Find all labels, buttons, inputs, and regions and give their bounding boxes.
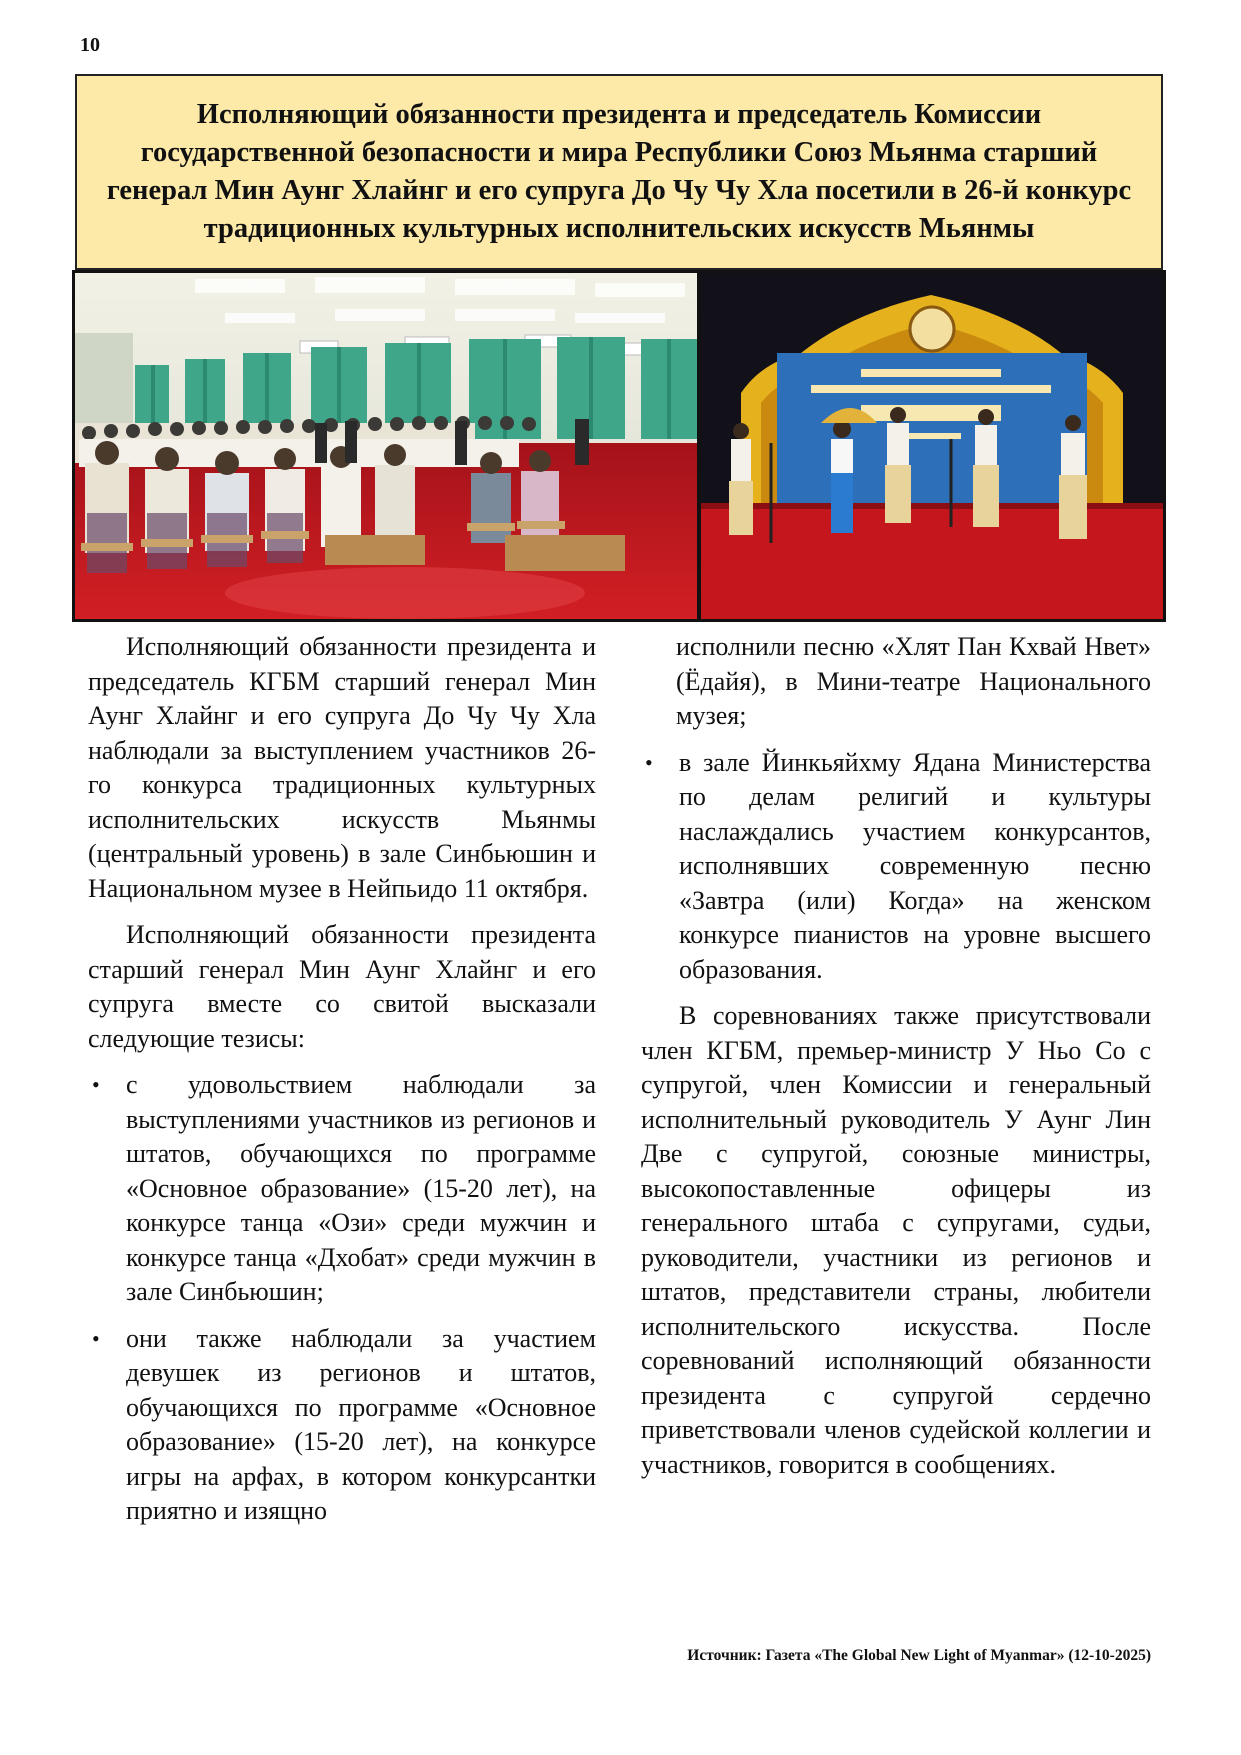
- article-paragraph: Исполняющий обязанности президента старший генерал Мин Аунг Хлайнг и его супруга вместе со свитой высказали следующие тезисы:: [88, 920, 596, 1053]
- list-item-text: с удовольствием наблюдали за выступлениями участников из регионов и штатов, обучающихся по программе «Основное образование» (15-20 лет), на конкурсе танца «Ози» среди мужчин и конкурсе танца «Дхобат» среди мужчин в зале Синбьюшин;: [126, 1070, 596, 1306]
- source-credit: Источник: Газета «The Global New Light of Myanmar» (12-10-2025): [687, 1647, 1151, 1664]
- photo-strip: [72, 270, 1166, 622]
- audience-hall-illustration: [75, 273, 697, 619]
- list-item-text: в зале Йинкьяйхму Ядана Министерства по делам религий и культуры наслаждались участием конкурсантов, исполнявших современную песню «Завтра (или) Когда» на женском конкурсе пианистов на уровне высшего образования.: [679, 747, 1151, 984]
- list-item-text: они также наблюдали за участием девушек из регионов и штатов, обучающихся по программе «Основное образование» (15-20 лет), на конкурсе игры на арфах, в котором конкурсантки приятно и изящно: [126, 1323, 596, 1525]
- article-paragraph: Исполняющий обязанности президента и председатель КГБМ старший генерал Мин Аунг Хлайнг и его супруга До Чу Чу Хла наблюдали за выступлением участников 26-го конкурса традиционных культурных исполнительских искусств Мьянмы (центральный уровень) в зале Синбьюшин и Национальном музее в Нейпьидо 11 октября.: [88, 632, 596, 903]
- list-item: [641, 746, 1151, 988]
- list-item: [88, 1068, 596, 1310]
- article-paragraph: В соревнованиях также присутствовали член КГБМ, премьер-министр У Ньо Со с супругой, член Комиссии и генеральный исполнительный руководитель У Аунг Лин Две с супругой, союзные министры, высокопоставленные офицеры из генерального штаба с супругами, судьи, руководители, участники из регионов и штатов, представители страны, любители исполнительского искусства. После соревнований исполняющий обязанности президента с супругой сердечно приветствовали членов судейской коллегии и участников, говорится в сообщениях.: [641, 1001, 1151, 1479]
- stage-performance-illustration: [701, 273, 1163, 619]
- bullet-icon: •: [92, 1325, 100, 1351]
- page-number: 10: [80, 34, 100, 56]
- theses-list-continued: [641, 746, 1151, 988]
- article-right-column: [641, 630, 1151, 1494]
- list-item: [88, 1322, 596, 1529]
- headline: Исполняющий обязанности президента и председатель Комиссии государственной безопасности и мира Республики Союз Мьянма старший генерал Мин Аунг Хлайнг и его супруга До Чу Чу Хла посетили в 26-й конкурс традиционных культурных исполнительских искусств Мьянмы: [106, 99, 1132, 244]
- theses-list: [88, 1068, 596, 1529]
- audience-hall-photo: [75, 273, 697, 619]
- headline-box: [75, 74, 1163, 270]
- article-left-column: [88, 630, 596, 1541]
- list-item-continuation: исполнили песню «Хлят Пан Кхвай Нвет» (Ёдайя), в Мини-театре Национального музея;: [676, 632, 1151, 730]
- stage-performance-photo: [701, 273, 1163, 619]
- bullet-icon: •: [645, 749, 653, 775]
- bullet-icon: •: [92, 1072, 100, 1097]
